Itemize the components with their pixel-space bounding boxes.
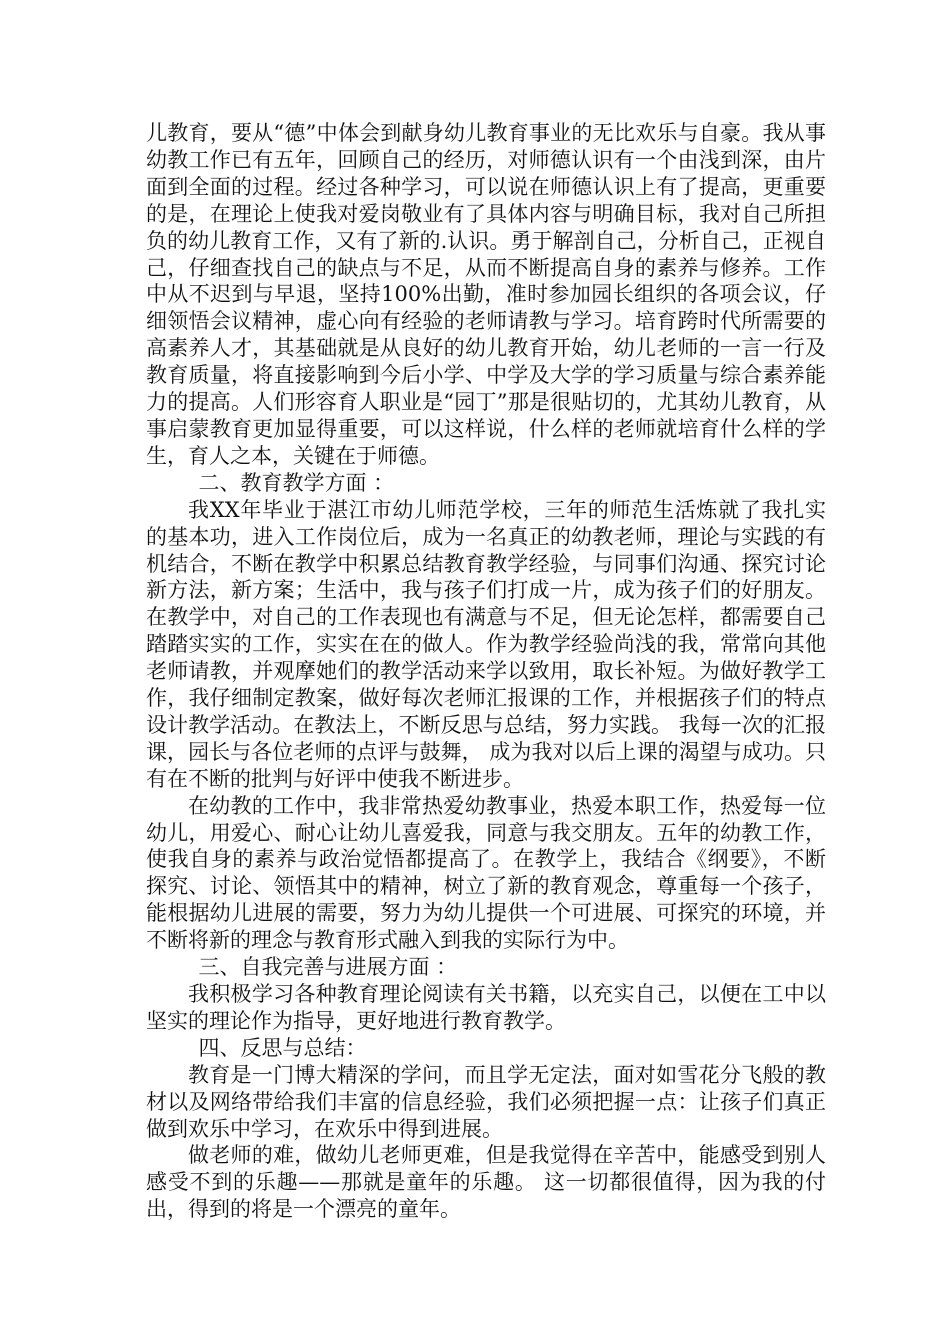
paragraph-shide-continuation: 儿教育，要从“德”中体会到献身幼儿教育事业的无比欢乐与自豪。我从事幼教工作已有五年，回顾自己的经历，对师德认识有一个由浅到深，由片面到全面的过程。经过各种学习，可以说在师德认识上有了提高，更重要的是，在理论上使我对爱岗敬业有了具体内容与明确目标，我对自己所担负的幼儿教育工作，又有了新的.认识。勇于解剖自己，分析自己，正视自己，仔细查找自己的缺点与不足，从而不断提高自身的素养与修养。工作中从不迟到与早退，坚持100%出勤，准时参加园长组织的各项会议，仔细领悟会议精神，虚心向有经验的老师请教与学习。培育跨时代所需要的高素养人才，其基础就是从良好的幼儿教育开始，幼儿老师的一言一行及教育质量，将直接影响到今后小学、中学及大学的学习质量与综合素养能力的提高。人们形容育人职业是“园丁”那是很贴切的，尤其幼儿教育，从事启蒙教育更加显得重要，可以这样说，什么样的老师就培育什么样的学生，育人之本，关键在于师德。 — [146, 121, 826, 468]
paragraph-self-improvement: 我积极学习各种教育理论阅读有关书籍，以充实自己，以便在工中以坚实的理论作为指导，更好地进行教育教学。 — [146, 982, 826, 1033]
paragraph-teaching-experience: 我XX年毕业于湛江市幼儿师范学校，三年的师范生活炼就了我扎实的基本功，进入工作岗位后，成为一名真正的幼教老师，理论与实践的有机结合，不断在教学中积累总结教育教学经验，与同事们沟通、探究讨论新方法，新方案；生活中，我与孩子们打成一片，成为孩子们的好朋友。在教学中，对自己的工作表现也有满意与不足，但无论怎样，都需要自己踏踏实实的工作，实实在在的做人。作为教学经验尚浅的我，常常向其他老师请教，并观摩她们的教学活动来学以致用，取长补短。为做好教学工作，我仔细制定教案，做好每次老师汇报课的工作，并根据孩子们的特点设计教学活动。在教法上，不断反思与总结，努力实践。 我每一次的汇报课，园长与各位老师的点评与鼓舞， 成为我对以后上课的渴望与成功。只有在不断的批判与好评中使我不断进步。 — [146, 497, 826, 791]
section-heading-reflection: 四、反思与总结： — [198, 1035, 367, 1060]
section-heading-teaching: 二、教育教学方面 ： — [198, 470, 395, 495]
document-body — [146, 120, 826, 1223]
paragraph-reflection: 教育是一门博大精深的学问，而且学无定法，面对如雪花分飞般的教材以及网络带给我们丰富的信息经验，我们必须把握一点：让孩子们真正做到欢乐中学习，在欢乐中得到进展。 — [146, 1062, 826, 1141]
paragraph-conclusion: 做老师的难，做幼儿老师更难，但是我觉得在辛苦中，能感受到别人感受不到的乐趣——那就是童年的乐趣。 这一切都很值得，因为我的付出，得到的将是一个漂亮的童年。 — [146, 1143, 826, 1222]
paragraph-kindergarten-work: 在幼教的工作中，我非常热爱幼教事业，热爱本职工作，热爱每一位幼儿，用爱心、耐心让幼儿喜爱我，同意与我交朋友。五年的幼教工作，使我自身的素养与政治觉悟都提高了。在教学上，我结合《纲要》，不断探究、讨论、领悟其中的精神，树立了新的教育观念，尊重每一个孩子，能根据幼儿进展的需要，努力为幼儿提供一个可进展、可探究的环境，并不断将新的理念与教育形式融入到我的实际行为中。 — [146, 793, 826, 953]
section-heading-self-improvement: 三、自我完善与进展方面 ： — [198, 955, 458, 980]
